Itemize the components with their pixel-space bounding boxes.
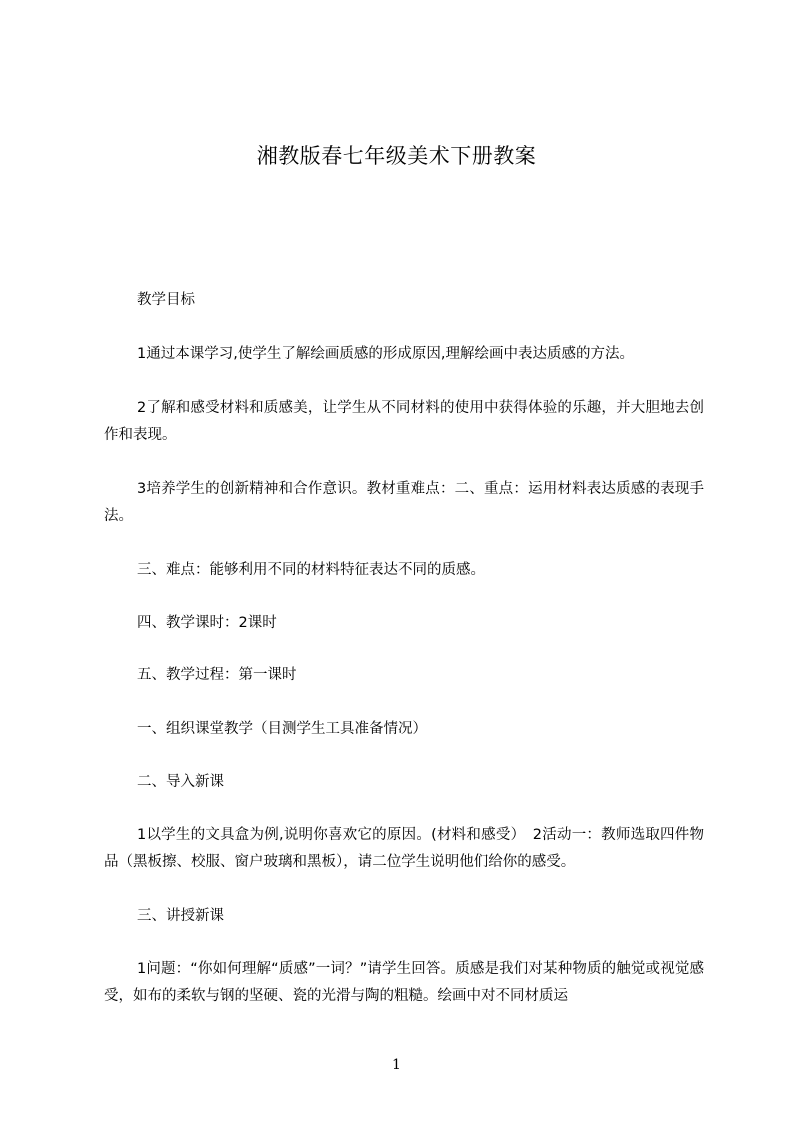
document-title: 湘教版春七年级美术下册教案 <box>256 144 537 168</box>
paragraph-introduce-lesson: 二、导入新课 <box>137 774 224 790</box>
paragraph-organize-class: 一、组织课堂教学（目测学生工具准备情况） <box>137 721 427 737</box>
paragraph-teaching-process: 五、教学过程：第一课时 <box>137 667 297 683</box>
paragraph-difficulty: 三、难点：能够利用不同的材料特征表达不同的质感。 <box>137 562 485 578</box>
paragraph-goal-3: 3培养学生的创新精神和合作意识。教材重难点：二、重点：运用材料表达质感的表现手法。 <box>104 481 704 524</box>
page-number: 1 <box>392 1057 401 1073</box>
paragraph-goal-1: 1通过本课学习,使学生了解绘画质感的形成原因,理解绘画中表达质感的方法。 <box>137 346 634 362</box>
paragraph-question-texture: 1问题：“你如何理解“质感”一词？”请学生回答。质感是我们对某种物质的触觉或视觉感受，如布的柔软与钢的坚硬、瓷的光滑与陶的粗糙。绘画中对不同材质运 <box>104 961 704 1004</box>
paragraph-teach-new-lesson: 三、讲授新课 <box>137 908 224 924</box>
paragraph-class-hours: 四、教学课时：2课时 <box>137 615 277 631</box>
paragraph-goal-2: 2了解和感受材料和质感美，让学生从不同材料的使用中获得体验的乐趣，并大胆地去创作和表现。 <box>104 400 704 443</box>
paragraph-activity-one: 1以学生的文具盒为例,说明你喜欢它的原因。(材料和感受） 2活动一：教师选取四件物品（黑板擦、校服、窗户玻璃和黑板），请二位学生说明他们给你的感受。 <box>104 827 704 870</box>
paragraph-teaching-goals: 教学目标 <box>137 292 195 308</box>
